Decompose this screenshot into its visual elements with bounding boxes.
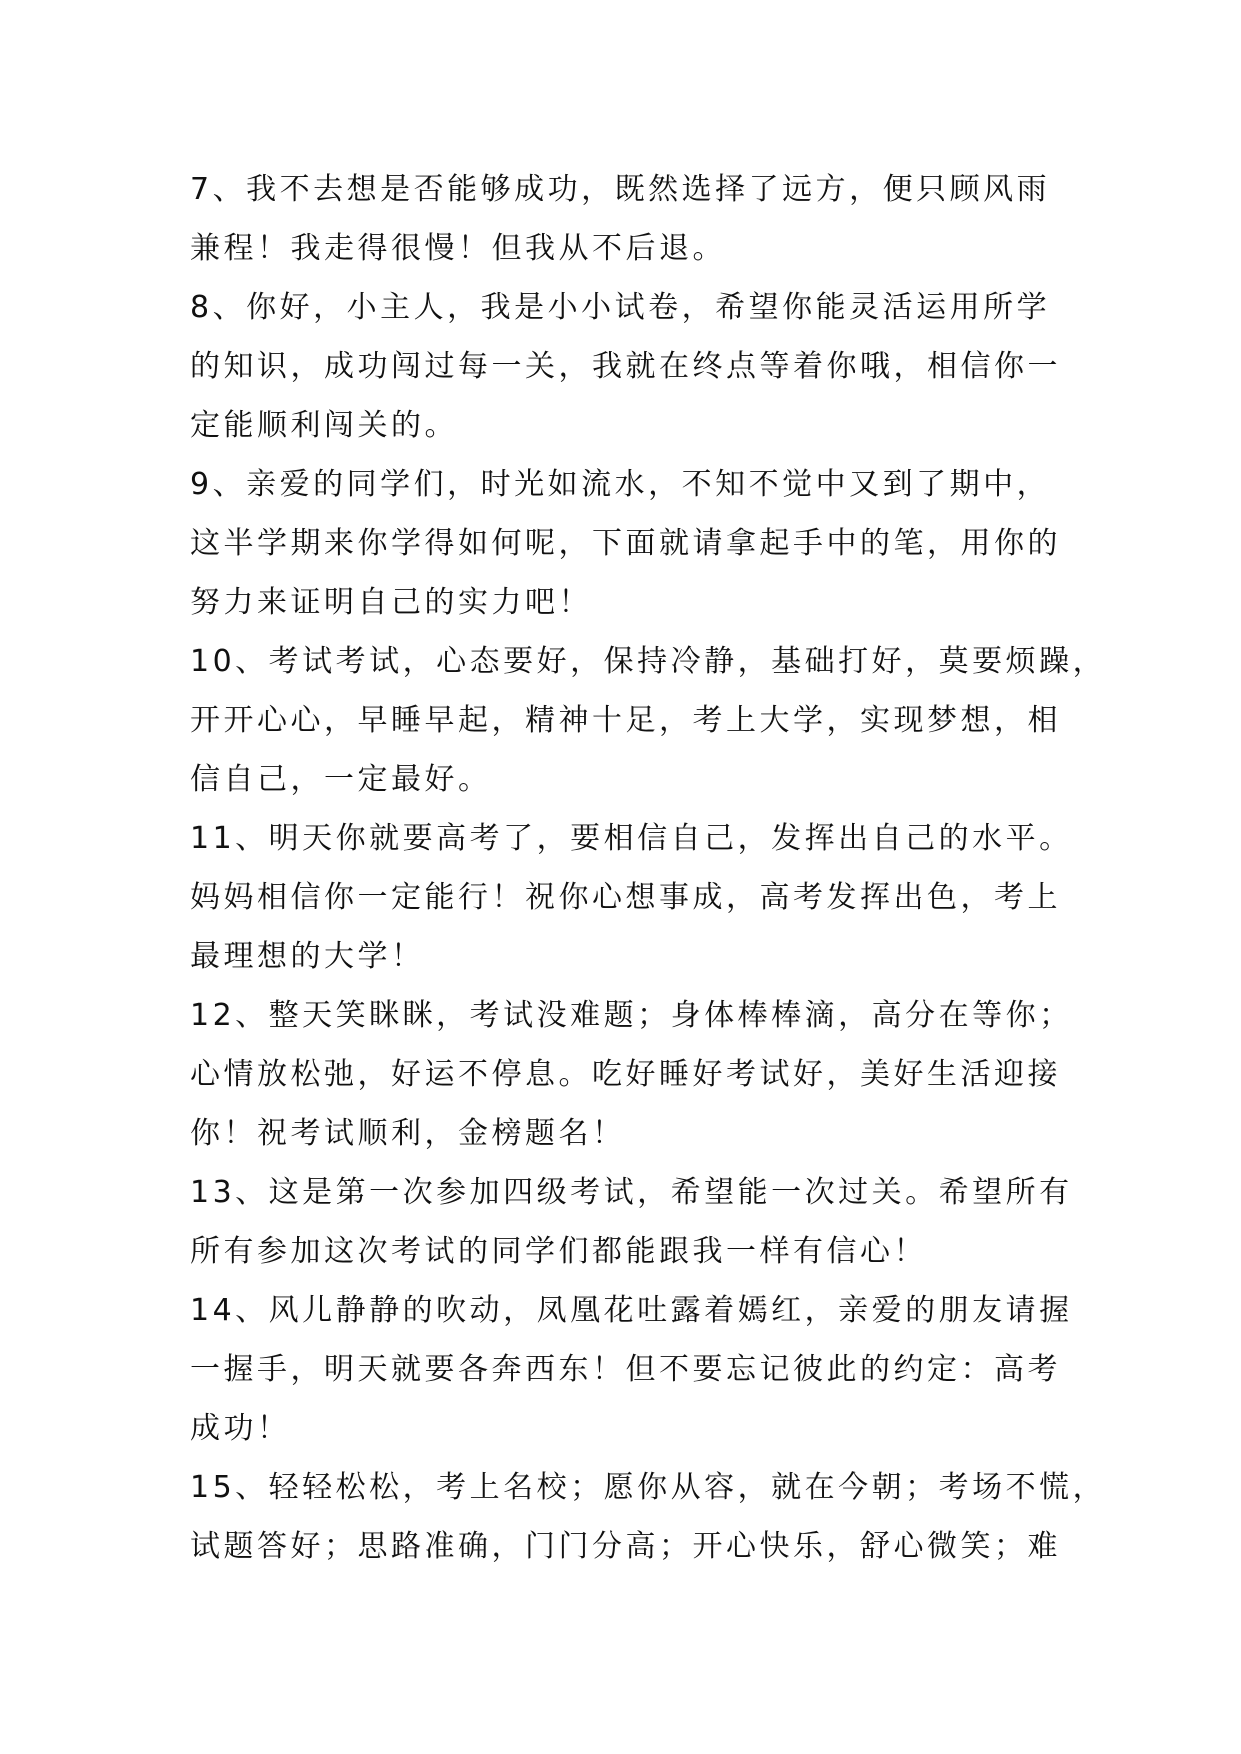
document-body: [190, 160, 1107, 1576]
text-line: 15、轻轻松松，考上名校；愿你从容，就在今朝；考场不慌，: [190, 1470, 1107, 1505]
text-line: 这半学期来你学得如何呢，下面就请拿起手中的笔，用你的: [190, 526, 1061, 561]
text-line: 8、你好，小主人，我是小小试卷，希望你能灵活运用所学: [190, 290, 1051, 325]
paragraph-15: [190, 1458, 1107, 1576]
paragraph-9: [190, 455, 1060, 632]
text-line: 14、风儿静静的吹动，凤凰花吐露着嫣红，亲爱的朋友请握: [190, 1293, 1073, 1328]
text-line: 11、明天你就要高考了，要相信自己，发挥出自己的水平。: [190, 821, 1073, 856]
text-line: 信自己，一定最好。: [190, 762, 492, 797]
text-line: 试题答好；思路准确，门门分高；开心快乐，舒心微笑；难: [190, 1529, 1061, 1564]
text-line: 10、考试考试，心态要好，保持冷静，基础打好，莫要烦躁，: [190, 644, 1107, 679]
paragraph-11: [190, 809, 1073, 986]
text-line: 心情放松弛，好运不停息。吃好睡好考试好，美好生活迎接: [190, 1057, 1061, 1092]
text-line: 一握手，明天就要各奔西东！但不要忘记彼此的约定：高考: [190, 1352, 1061, 1387]
text-line: 妈妈相信你一定能行！祝你心想事成，高考发挥出色，考上: [190, 880, 1061, 915]
paragraph-10: [190, 632, 1107, 809]
text-line: 13、这是第一次参加四级考试，希望能一次过关。希望所有: [190, 1175, 1073, 1210]
text-line: 9、亲爱的同学们，时光如流水，不知不觉中又到了期中，: [190, 467, 1051, 502]
text-line: 兼程！我走得很慢！但我从不后退。: [190, 231, 726, 266]
text-line: 7、我不去想是否能够成功，既然选择了远方，便只顾风雨: [190, 172, 1051, 207]
text-line: 你！祝考试顺利，金榜题名！: [190, 1116, 626, 1151]
paragraph-13: [190, 1163, 1073, 1281]
paragraph-12: [190, 986, 1073, 1163]
text-line: 定能顺利闯关的。: [190, 408, 458, 443]
paragraph-14: [190, 1281, 1073, 1458]
text-line: 所有参加这次考试的同学们都能跟我一样有信心！: [190, 1234, 927, 1269]
paragraph-8: [190, 278, 1060, 455]
text-line: 努力来证明自己的实力吧！: [190, 585, 592, 620]
text-line: 开开心心，早睡早起，精神十足，考上大学，实现梦想，相: [190, 703, 1061, 738]
paragraph-7: [190, 160, 1060, 278]
text-line: 12、整天笑眯眯，考试没难题；身体棒棒滴，高分在等你；: [190, 998, 1073, 1033]
text-line: 的知识，成功闯过每一关，我就在终点等着你哦，相信你一: [190, 349, 1061, 384]
text-line: 最理想的大学！: [190, 939, 425, 974]
text-line: 成功！: [190, 1411, 291, 1446]
